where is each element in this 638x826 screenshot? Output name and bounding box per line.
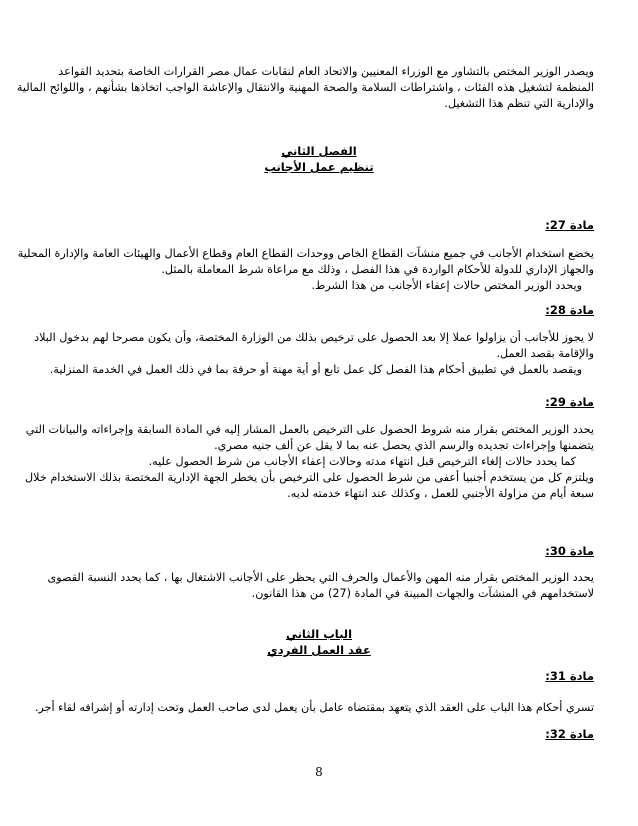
- article-28-line-2: والإقامة بقصد العمل.: [496, 347, 594, 360]
- article-28-line-1: لا يجوز للأجانب أن يزاولوا عملا إلا بعد الحصول على ترخيص بذلك من الوزارة المختصة، وأن يكون مصرحا لهم بدخول البلاد: [34, 331, 594, 344]
- article-30-line-2: لاستخدامهم في المنشآت والجهات المبينة في المادة (27) من هذا القانون.: [251, 587, 594, 600]
- chapter-title: الفصل الثاني: [281, 144, 357, 158]
- page-number: 8: [315, 765, 323, 779]
- article-29-line-4: ويلتزم كل من يستخدم أجنبيا أعفى من شرط الحصول على الترخيص بأن يخطر الجهة الإدارية المختصة بذلك الاستخدام خلال: [25, 471, 594, 484]
- chapter-subtitle: تنظيم عمل الأجانب: [264, 160, 374, 174]
- article-27-line-2: والجهاز الإداري للدولة للأحكام الواردة في هذا الفصل ، وذلك مع مراعاة شرط المعاملة بالمثل.: [161, 263, 594, 276]
- article-27-line-1: يخضع استخدام الأجانب في جميع منشآت القطاع الخاص ووحدات القطاع العام وقطاع الأعمال والهيئات العامة والإدارة المحلية: [17, 247, 594, 260]
- article-29-line-1: يحدد الوزير المختص بقرار منه شروط الحصول على الترخيص بالعمل المشار إليه في المادة السابقة وإجراءاته والبيانات التي: [25, 423, 594, 436]
- article-30-heading: مادة 30:: [545, 544, 594, 558]
- article-31-line-1: تسري أحكام هذا الباب على العقد الذي يتعهد بمقتضاه عامل بأن يعمل لدى صاحب العمل وتحت إدارته أو إشرافه لقاء أجر.: [34, 701, 594, 714]
- article-29-line-3: كما يحدد حالات إلغاء الترخيص قبل انتهاء مدته وحالات إعفاء الأجانب من شرط الحصول عليه.: [148, 455, 576, 468]
- article-31-heading: مادة 31:: [545, 669, 594, 683]
- article-29-line-5: سبعة أيام من مزاولة الأجنبي للعمل ، وكذلك عند انتهاء خدمته لديه.: [287, 487, 594, 500]
- article-29-line-2: يتضمنها وإجراءات تجديده والرسم الذي يحصل عنه بما لا يقل عن ألف جنيه مصري.: [214, 439, 594, 452]
- article-27-line-3: ويحدد الوزير المختص حالات إعفاء الأجانب من هذا الشرط.: [311, 279, 582, 292]
- intro-line-2: المنظمة لتشغيل هذه الفئات ، واشتراطات السلامة والصحة المهنية والانتقال والإعاشة الواجب اتخاذها بشأنهم ، واللوائح المالية: [16, 81, 594, 94]
- article-32-heading: مادة 32:: [545, 727, 594, 741]
- intro-line-1: ويصدر الوزير المختص بالتشاور مع الوزراء المعنيين والاتحاد العام لنقابات عمال مصر القرارات الخاصة بتحديد القواعد: [58, 65, 594, 78]
- article-30-line-1: يحدد الوزير المختص بقرار منه المهن والأعمال والحرف التي يحظر على الأجانب الاشتغال بها ، كما يحدد النسبة القصوى: [47, 571, 594, 584]
- article-29-heading: مادة 29:: [545, 395, 594, 409]
- article-28-line-3: ويقصد بالعمل في تطبيق أحكام هذا الفصل كل عمل تابع أو أية مهنة أو حرفة بما في ذلك العمل في الخدمة المنزلية.: [49, 363, 582, 376]
- part-title: الباب الثاني: [285, 627, 353, 641]
- part-subtitle: عقد العمل الفردي: [267, 643, 371, 657]
- intro-line-3: والإدارية التي تنظم هذا التشغيل.: [444, 97, 594, 110]
- article-28-heading: مادة 28:: [545, 303, 594, 317]
- article-27-heading: مادة 27:: [545, 218, 594, 232]
